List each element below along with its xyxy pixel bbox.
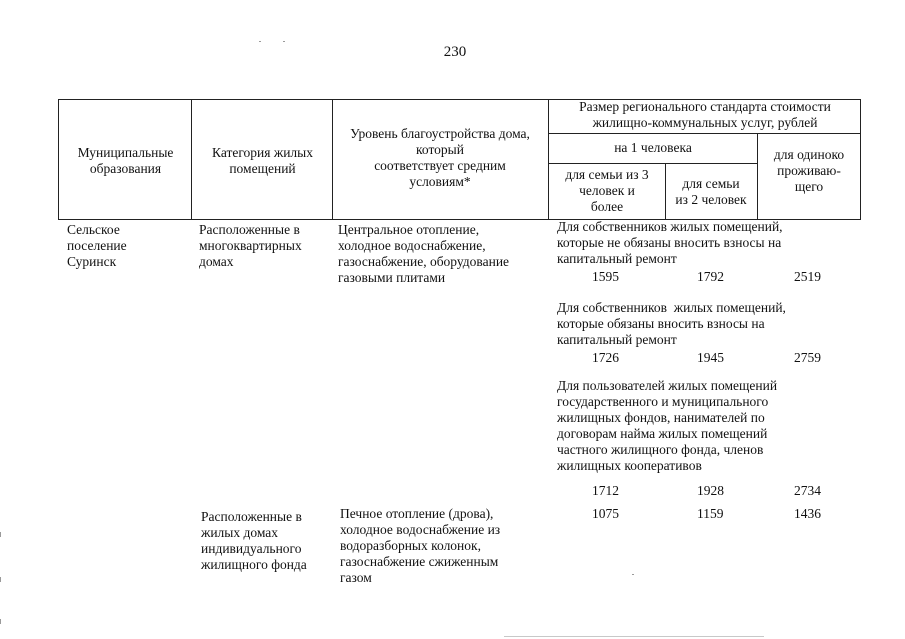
group2-value-single: 2759 — [794, 350, 821, 365]
header-family-3plus: для семьи из 3 человек и более — [565, 167, 649, 214]
cell-category-individual-houses: Расположенные в жилых домах индивидуального жилищного фонда — [201, 509, 307, 572]
scan-speck — [283, 41, 285, 42]
page-number: 230 — [443, 44, 467, 60]
scan-speck — [632, 574, 634, 575]
group-header-divider — [548, 133, 861, 134]
subgroup-header-divider — [548, 163, 757, 164]
table-right-border — [860, 99, 861, 220]
header-category: Категория жилых помещений — [212, 145, 313, 176]
scan-speck — [0, 619, 1, 624]
row2-value-family3: 1075 — [592, 506, 619, 521]
group3-label: Для пользователей жилых помещений государственного и муниципального жилищных фондов, нанимателей по договорам найма жилых помещений частного жилищного фонда, членов жилищных кооперативов — [557, 378, 778, 473]
row2-value-family2: 1159 — [697, 506, 724, 521]
group2-value-family3: 1726 — [592, 350, 619, 365]
group1-label: Для собственников жилых помещений, которые не обязаны вносить взносы на капитальный ремонт — [557, 219, 783, 266]
table-left-border — [58, 99, 59, 220]
scan-speck — [504, 636, 764, 637]
scan-speck — [0, 532, 1, 537]
group1-value-family2: 1792 — [697, 269, 724, 284]
col-divider-3 — [548, 99, 549, 220]
scan-speck — [0, 577, 1, 582]
cell-category-apartment-buildings: Расположенные в многоквартирных домах — [199, 222, 302, 269]
group1-value-family3: 1595 — [592, 269, 619, 284]
cell-amenities-central-heating: Центральное отопление, холодное водоснабжение, газоснабжение, оборудование газовыми плитами — [338, 222, 510, 285]
scan-speck — [259, 41, 261, 42]
col-divider-2 — [332, 99, 333, 220]
group2-label: Для собственников жилых помещений, которые обязаны вносить взносы на капитальный ремонт — [557, 300, 786, 347]
group3-value-family2: 1928 — [697, 483, 724, 498]
header-single: для одиноко проживаю- щего — [773, 147, 845, 194]
group2-value-family2: 1945 — [697, 350, 724, 365]
header-standard-size: Размер регионального стандарта стоимости жилищно-коммунальных услуг, рублей — [579, 99, 831, 130]
group1-value-single: 2519 — [794, 269, 821, 284]
header-per-person: на 1 человека — [614, 140, 692, 155]
header-municipality: Муниципальные образования — [77, 145, 174, 176]
group3-value-single: 2734 — [794, 483, 821, 498]
col-divider-1 — [191, 99, 192, 220]
header-amenities: Уровень благоустройства дома, который соответствует средним условиям* — [350, 126, 530, 189]
group3-value-family3: 1712 — [592, 483, 619, 498]
row2-value-single: 1436 — [794, 506, 821, 521]
header-family-2: для семьи из 2 человек — [675, 176, 747, 207]
cell-municipality: Сельское поселение Суринск — [67, 222, 127, 269]
cell-amenities-stove-heating: Печное отопление (дрова), холодное водоснабжение из водоразборных колонок, газоснабжение сжиженным газом — [340, 506, 501, 585]
